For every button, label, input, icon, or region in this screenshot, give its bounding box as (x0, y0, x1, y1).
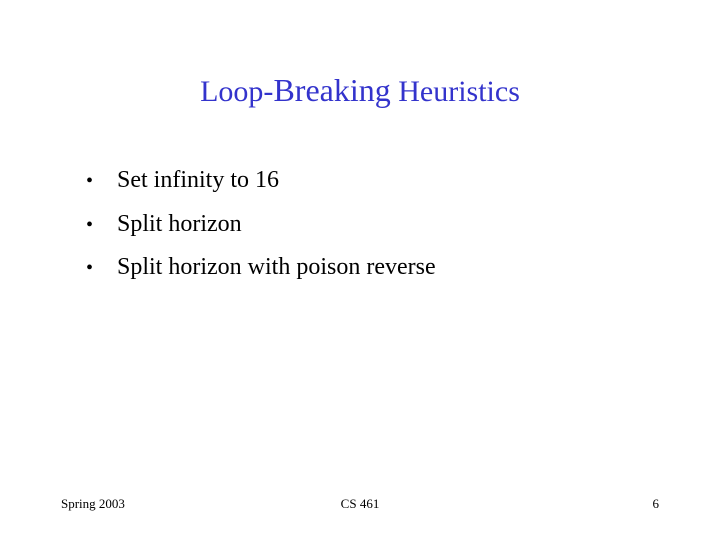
bullet-marker: • (86, 170, 94, 192)
bullet-text: Split horizon with poison reverse (117, 254, 436, 280)
bullet-text: Set infinity to 16 (117, 167, 279, 193)
title-part-heuristics: Heuristics (390, 75, 520, 108)
title-part-breaking: Breaking (273, 72, 391, 108)
bullet-item (86, 249, 436, 293)
bullet-list (86, 162, 436, 293)
title-part-loop: Loop- (200, 75, 274, 108)
slide-title (0, 70, 720, 112)
bullet-marker: • (86, 257, 94, 279)
bullet-text: Split horizon (117, 210, 242, 237)
bullet-item (86, 162, 436, 206)
bullet-item (86, 206, 436, 250)
footer-course: CS 461 (340, 496, 380, 511)
footer-page-number: 6 (652, 496, 659, 511)
bullet-marker: • (86, 213, 94, 236)
footer-date: Spring 2003 (61, 496, 125, 511)
